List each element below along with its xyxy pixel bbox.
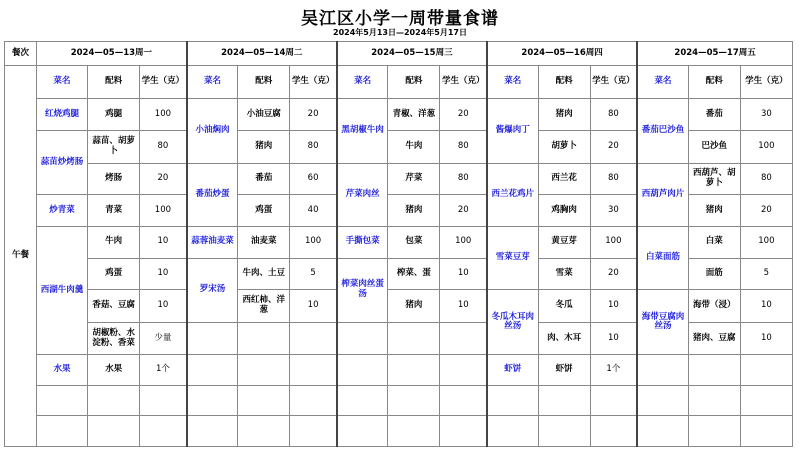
empty-cell [337, 416, 388, 447]
amount: 20 [740, 195, 792, 227]
empty-cell [440, 385, 487, 415]
dish-name: 芹菜肉丝 [337, 163, 388, 226]
empty-cell [238, 355, 290, 385]
amount: 100 [740, 131, 792, 164]
empty-cell [388, 355, 440, 385]
empty-cell [88, 416, 140, 447]
empty-cell [37, 385, 88, 415]
dish-name: 西葫芦肉片 [637, 163, 688, 226]
ingredient: 鸡胸肉 [538, 195, 590, 227]
amount: 80 [290, 131, 337, 164]
amount: 10 [740, 322, 792, 355]
dish-header: 菜名 [187, 65, 238, 98]
empty-cell [487, 385, 538, 415]
ingredient-header: 配料 [88, 65, 140, 98]
ingredient: 榨菜、蛋 [388, 258, 440, 290]
date-range-subtitle: 2024年5月13日—2024年5月17日 [333, 28, 467, 37]
dish-name: 蒜蓉油麦菜 [187, 227, 238, 259]
ingredient: 胡萝卜 [538, 131, 590, 164]
ingredient-header: 配料 [688, 65, 740, 98]
dish-header: 菜名 [37, 65, 88, 98]
empty-cell [688, 355, 740, 385]
empty-cell [140, 416, 187, 447]
empty-cell [337, 355, 388, 385]
ingredient: 猪肉 [688, 195, 740, 227]
dish-name: 榨菜肉丝蛋汤 [337, 258, 388, 322]
amount: 10 [290, 290, 337, 323]
amount-header: 学生（克） [740, 65, 792, 98]
amount: 80 [440, 163, 487, 195]
ingredient: 黄豆芽 [538, 227, 590, 259]
dish-name: 小油焖肉 [187, 98, 238, 163]
amount: 20 [440, 98, 487, 131]
table-row [5, 290, 793, 323]
ingredient: 雪菜 [538, 258, 590, 290]
empty-cell [290, 385, 337, 415]
amount: 20 [590, 131, 637, 164]
dish-name: 手撕包菜 [337, 227, 388, 259]
page-title: 吴江区小学一周带量食谱 [301, 9, 499, 29]
day-header-mon: 2024—05—13周一 [37, 42, 187, 66]
dish-header: 菜名 [337, 65, 388, 98]
table-row [5, 98, 793, 131]
empty-cell [187, 416, 238, 447]
column-header-row [5, 65, 793, 98]
ingredient: 白菜 [688, 227, 740, 259]
empty-cell [337, 322, 388, 355]
amount: 10 [740, 290, 792, 323]
empty-cell [140, 385, 187, 415]
empty-cell [688, 416, 740, 447]
amount: 100 [740, 227, 792, 259]
meal-label: 午餐 [5, 65, 37, 446]
ingredient: 猪肉 [388, 195, 440, 227]
empty-cell [740, 385, 792, 415]
ingredient: 牛肉 [388, 131, 440, 164]
meal-column-header: 餐次 [5, 42, 37, 66]
ingredient: 猪肉、豆腐 [688, 322, 740, 355]
empty-cell [590, 385, 637, 415]
empty-cell [637, 355, 688, 385]
empty-cell [637, 385, 688, 415]
amount: 1个 [140, 355, 187, 385]
empty-cell [440, 416, 487, 447]
ingredient: 猪肉 [238, 131, 290, 164]
empty-cell [88, 385, 140, 415]
table-row [5, 416, 793, 447]
table-row [5, 227, 793, 259]
ingredient: 冬瓜 [538, 290, 590, 323]
ingredient: 面筋 [688, 258, 740, 290]
empty-cell [290, 355, 337, 385]
amount: 100 [440, 227, 487, 259]
ingredient: 蒜苗、胡萝卜 [88, 131, 140, 164]
empty-cell [637, 416, 688, 447]
day-header-row [5, 42, 793, 66]
ingredient: 水果 [88, 355, 140, 385]
amount: 20 [590, 258, 637, 290]
table-row [5, 163, 793, 195]
empty-cell [388, 322, 440, 355]
amount: 少量 [140, 322, 187, 355]
amount: 60 [290, 163, 337, 195]
ingredient: 小油豆腐 [238, 98, 290, 131]
ingredient: 鸡腿 [88, 98, 140, 131]
amount: 80 [140, 131, 187, 164]
ingredient-header: 配料 [238, 65, 290, 98]
dish-header: 菜名 [487, 65, 538, 98]
amount: 80 [590, 163, 637, 195]
empty-cell [388, 416, 440, 447]
ingredient: 包菜 [388, 227, 440, 259]
dish-name: 海带豆腐肉丝汤 [637, 290, 688, 355]
dish-name: 黑胡椒牛肉 [337, 98, 388, 163]
amount-header: 学生（克） [440, 65, 487, 98]
amount: 1个 [590, 355, 637, 385]
amount-header: 学生（克） [590, 65, 637, 98]
amount: 10 [440, 290, 487, 323]
ingredient: 西葫芦、胡萝卜 [688, 163, 740, 195]
empty-cell [740, 416, 792, 447]
amount: 80 [440, 131, 487, 164]
ingredient: 牛肉、土豆 [238, 258, 290, 290]
amount: 100 [140, 98, 187, 131]
amount: 80 [590, 98, 637, 131]
amount: 80 [740, 163, 792, 195]
ingredient: 胡椒粉、水淀粉、香菜 [88, 322, 140, 355]
ingredient: 烤肠 [88, 163, 140, 195]
empty-cell [238, 416, 290, 447]
amount: 10 [140, 227, 187, 259]
ingredient: 巴沙鱼 [688, 131, 740, 164]
dish-name: 冬瓜木耳肉丝汤 [487, 290, 538, 355]
dish-name: 酱爆肉丁 [487, 98, 538, 163]
ingredient: 番茄 [238, 163, 290, 195]
empty-cell [487, 416, 538, 447]
amount: 30 [590, 195, 637, 227]
empty-cell [337, 385, 388, 415]
empty-cell [290, 322, 337, 355]
empty-cell [238, 322, 290, 355]
ingredient: 西红柿、洋葱 [238, 290, 290, 323]
ingredient: 油麦菜 [238, 227, 290, 259]
empty-cell [590, 416, 637, 447]
dish-name: 雪菜豆芽 [487, 227, 538, 290]
dish-name: 蒜苗炒烤肠 [37, 131, 88, 195]
ingredient-header: 配料 [538, 65, 590, 98]
empty-cell [538, 416, 590, 447]
dish-name: 水果 [37, 355, 88, 385]
amount-header: 学生（克） [140, 65, 187, 98]
empty-cell [388, 385, 440, 415]
empty-cell [688, 385, 740, 415]
dish-name: 西湖牛肉羹 [37, 227, 88, 355]
empty-cell [440, 322, 487, 355]
empty-cell [538, 385, 590, 415]
day-header-tue: 2024—05—14周二 [187, 42, 337, 66]
amount: 10 [140, 258, 187, 290]
empty-cell [238, 385, 290, 415]
dish-name: 番茄炒蛋 [187, 163, 238, 226]
ingredient: 芹菜 [388, 163, 440, 195]
ingredient: 猪肉 [388, 290, 440, 323]
weekly-menu-table [4, 41, 793, 447]
dish-name: 番茄巴沙鱼 [637, 98, 688, 163]
ingredient: 海带（浸） [688, 290, 740, 323]
ingredient: 牛肉 [88, 227, 140, 259]
ingredient: 猪肉 [538, 98, 590, 131]
amount: 20 [440, 195, 487, 227]
ingredient: 鸡蛋 [88, 258, 140, 290]
empty-cell [37, 416, 88, 447]
dish-name: 西兰花鸡片 [487, 163, 538, 226]
ingredient: 番茄 [688, 98, 740, 131]
ingredient: 鸡蛋 [238, 195, 290, 227]
amount: 10 [440, 258, 487, 290]
amount: 40 [290, 195, 337, 227]
amount: 30 [740, 98, 792, 131]
ingredient: 西兰花 [538, 163, 590, 195]
empty-cell [440, 355, 487, 385]
empty-cell [187, 385, 238, 415]
dish-name: 红烧鸡腿 [37, 98, 88, 131]
ingredient: 青椒、洋葱 [388, 98, 440, 131]
amount: 100 [140, 195, 187, 227]
empty-cell [187, 355, 238, 385]
amount: 5 [290, 258, 337, 290]
empty-cell [187, 322, 238, 355]
dish-header: 菜名 [637, 65, 688, 98]
dish-name: 白菜面筋 [637, 227, 688, 290]
day-header-wed: 2024—05—15周三 [337, 42, 487, 66]
dish-name: 罗宋汤 [187, 258, 238, 322]
ingredient-header: 配料 [388, 65, 440, 98]
amount: 10 [140, 290, 187, 323]
dish-name: 虾饼 [487, 355, 538, 385]
amount: 5 [740, 258, 792, 290]
day-header-thu: 2024—05—16周四 [487, 42, 637, 66]
amount: 20 [140, 163, 187, 195]
ingredient: 青菜 [88, 195, 140, 227]
amount: 20 [290, 98, 337, 131]
empty-cell [290, 416, 337, 447]
day-header-fri: 2024—05—17周五 [637, 42, 792, 66]
amount: 10 [590, 322, 637, 355]
ingredient: 虾饼 [538, 355, 590, 385]
amount: 100 [290, 227, 337, 259]
ingredient: 肉、木耳 [538, 322, 590, 355]
empty-cell [740, 355, 792, 385]
ingredient: 香菇、豆腐 [88, 290, 140, 323]
amount-header: 学生（克） [290, 65, 337, 98]
dish-name: 炒青菜 [37, 195, 88, 227]
amount: 100 [590, 227, 637, 259]
table-row [5, 355, 793, 385]
amount: 10 [590, 290, 637, 323]
table-row [5, 385, 793, 415]
